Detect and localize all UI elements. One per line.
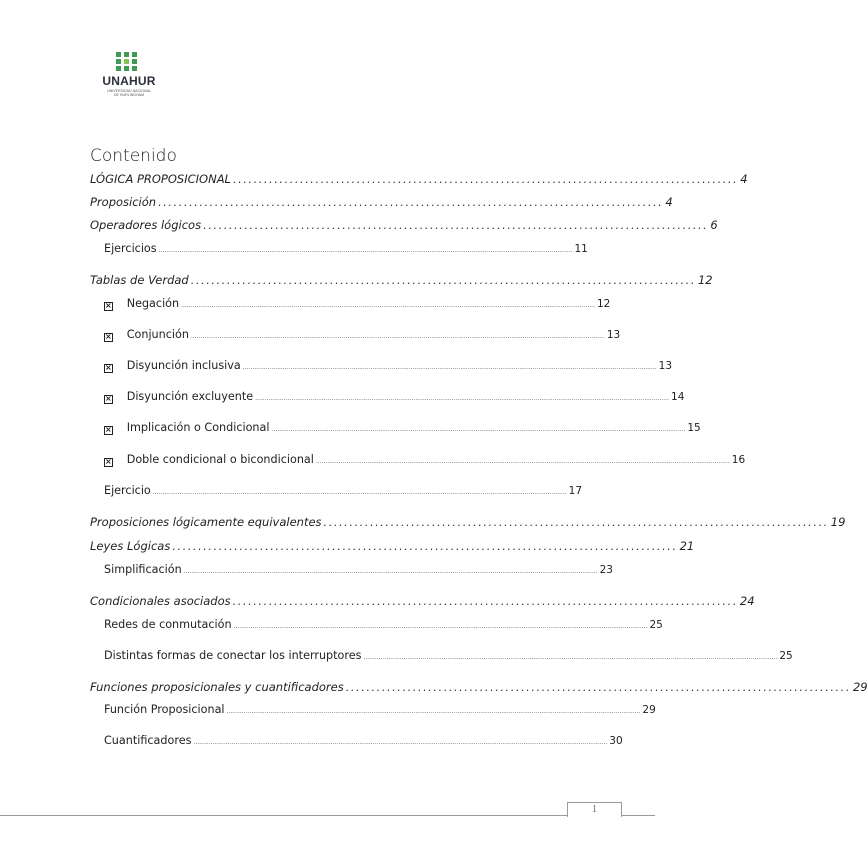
dot-leader: ......................................................................................................................................................................................................................... bbox=[271, 426, 686, 433]
dot-leader: .................................................................................................. bbox=[203, 218, 709, 232]
toc-entry-logica-proposicional[interactable] bbox=[90, 172, 748, 186]
logo-subtitle: DE HURLINGHAM bbox=[113, 93, 145, 97]
toc-entry-proposicion[interactable] bbox=[90, 195, 673, 209]
dot-leader: .................................................................................................. bbox=[158, 195, 664, 209]
dot-leader: .................................................................................................. bbox=[323, 515, 829, 529]
dot-leader: .................................................................................................. bbox=[232, 594, 738, 608]
toc-entry-page: 30 bbox=[609, 735, 623, 747]
toc-entry-leyes-logicas[interactable] bbox=[90, 539, 695, 553]
toc-entry-label: Leyes Lógicas bbox=[90, 539, 171, 553]
dot-leader: .................................................................................................. bbox=[232, 172, 739, 186]
toc-entry-disyuncion-excluyente[interactable] bbox=[104, 390, 685, 403]
toc-entry-page: 13 bbox=[658, 360, 673, 372]
toc-entry-simplificacion[interactable] bbox=[104, 563, 613, 576]
toc-entry-distintas-formas[interactable] bbox=[104, 649, 793, 662]
toc-entry-label: Cuantificadores bbox=[104, 734, 192, 747]
toc-entry-proposiciones-equivalentes[interactable] bbox=[90, 515, 846, 529]
toc-entry-label: Ejercicio bbox=[104, 484, 151, 497]
toc-entry-label: Doble condicional o bicondicional bbox=[126, 453, 314, 466]
toc-entry-page: 11 bbox=[574, 243, 588, 255]
dot-leader: ......................................................................................................................................................................................................................... bbox=[193, 739, 608, 746]
toc-entry-negacion[interactable] bbox=[104, 297, 611, 310]
dot-leader: ......................................................................................................................................................................................................................... bbox=[158, 247, 573, 254]
logo-mark-icon bbox=[116, 52, 138, 72]
toc-entry-page: 4 bbox=[740, 172, 748, 186]
toc-entry-page: 25 bbox=[649, 619, 663, 631]
toc-entry-page: 4 bbox=[665, 195, 673, 209]
logo-wordmark: UNAHUR bbox=[102, 74, 156, 88]
toc-entry-label: Proposición bbox=[90, 195, 157, 209]
toc-entry-label: LÓGICA PROPOSICIONAL bbox=[90, 172, 231, 186]
toc-entry-page: 21 bbox=[679, 539, 695, 553]
toc-entry-funciones-proposicionales[interactable] bbox=[90, 680, 868, 694]
toc-entry-label: Función Proposicional bbox=[104, 703, 225, 716]
dot-leader: ......................................................................................................................................................................................................................... bbox=[233, 623, 648, 630]
toc-entry-page: 12 bbox=[596, 298, 611, 310]
toc-entry-page: 15 bbox=[687, 422, 701, 434]
toc-entry-redes-de-conmutacion[interactable] bbox=[104, 618, 663, 631]
checkbox-bullet-icon: × bbox=[105, 425, 112, 434]
toc-entry-tablas-de-verdad[interactable] bbox=[90, 273, 713, 287]
toc-entry-label: Operadores lógicos bbox=[90, 218, 202, 232]
toc-entry-page: 6 bbox=[710, 218, 718, 232]
toc-entry-page: 17 bbox=[568, 485, 583, 497]
toc-entry-cuantificadores[interactable] bbox=[104, 734, 623, 747]
toc-entry-condicionales-asociados[interactable] bbox=[90, 594, 755, 608]
toc-entry-ejercicios[interactable] bbox=[104, 242, 588, 255]
checkbox-bullet-icon: × bbox=[105, 457, 112, 466]
toc-entry-label: Funciones proposicionales y cuantificadores bbox=[90, 680, 344, 694]
dot-leader: .................................................................................................. bbox=[172, 539, 678, 553]
toc-title: Contenido bbox=[90, 146, 177, 166]
toc-entry-implicacion[interactable] bbox=[104, 421, 701, 434]
toc-entry-label: Redes de conmutación bbox=[104, 618, 232, 631]
toc-entry-page: 29 bbox=[852, 680, 868, 694]
dot-leader: ......................................................................................................................................................................................................................... bbox=[242, 364, 657, 371]
logo-subtitle: UNIVERSIDAD NACIONAL bbox=[107, 89, 151, 93]
toc-entry-page: 14 bbox=[671, 391, 685, 403]
toc-entry-label: Proposiciones lógicamente equivalentes bbox=[90, 515, 322, 529]
dot-leader: ......................................................................................................................................................................................................................... bbox=[190, 333, 605, 340]
dot-leader: ......................................................................................................................................................................................................................... bbox=[183, 568, 598, 575]
dot-leader: ......................................................................................................................................................................................................................... bbox=[363, 654, 778, 661]
toc-entry-label: Implicación o Condicional bbox=[126, 421, 270, 434]
toc-entry-label: Negación bbox=[126, 297, 180, 310]
toc-entry-page: 16 bbox=[731, 454, 746, 466]
toc-entry-label: Distintas formas de conectar los interruptores bbox=[104, 649, 362, 662]
toc-entry-disyuncion-inclusiva[interactable] bbox=[104, 359, 673, 372]
toc-entry-label: Conjunción bbox=[126, 328, 189, 341]
toc-entry-page: 19 bbox=[830, 515, 846, 529]
toc-entry-page: 23 bbox=[599, 564, 613, 576]
toc-entry-page: 12 bbox=[697, 273, 713, 287]
toc-entry-label: Condicionales asociados bbox=[90, 594, 231, 608]
dot-leader: .................................................................................................. bbox=[190, 273, 696, 287]
checkbox-bullet-icon: × bbox=[105, 394, 112, 403]
dot-leader: ......................................................................................................................................................................................................................... bbox=[315, 458, 730, 465]
toc-entry-page: 29 bbox=[642, 704, 656, 716]
checkbox-bullet-icon: × bbox=[105, 332, 112, 341]
toc-entry-label: Disyunción inclusiva bbox=[126, 359, 241, 372]
toc-entry-ejercicio[interactable] bbox=[104, 484, 583, 497]
toc-entry-label: Ejercicios bbox=[104, 242, 157, 255]
toc-entry-doble-condicional[interactable] bbox=[104, 453, 746, 466]
toc-entry-conjuncion[interactable] bbox=[104, 328, 621, 341]
dot-leader: .................................................................................................. bbox=[345, 680, 851, 694]
toc-entry-label: Disyunción excluyente bbox=[126, 390, 254, 403]
toc-entry-page: 25 bbox=[779, 650, 793, 662]
toc-entry-operadores-logicos[interactable] bbox=[90, 218, 718, 232]
toc-entry-funcion-proposicional[interactable] bbox=[104, 703, 656, 716]
footer-rule bbox=[0, 815, 655, 816]
toc-entry-page: 13 bbox=[606, 329, 621, 341]
toc-entry-label: Tablas de Verdad bbox=[90, 273, 189, 287]
page-number: 1 bbox=[567, 802, 622, 817]
toc-entry-label: Simplificación bbox=[104, 563, 182, 576]
dot-leader: ......................................................................................................................................................................................................................... bbox=[181, 302, 595, 309]
checkbox-bullet-icon: × bbox=[105, 363, 112, 372]
checkbox-bullet-icon: × bbox=[105, 301, 112, 310]
dot-leader: ......................................................................................................................................................................................................................... bbox=[226, 708, 641, 715]
dot-leader: ......................................................................................................................................................................................................................... bbox=[152, 489, 567, 496]
university-logo bbox=[96, 52, 162, 100]
dot-leader: ......................................................................................................................................................................................................................... bbox=[255, 395, 670, 402]
toc-entry-page: 24 bbox=[739, 594, 755, 608]
